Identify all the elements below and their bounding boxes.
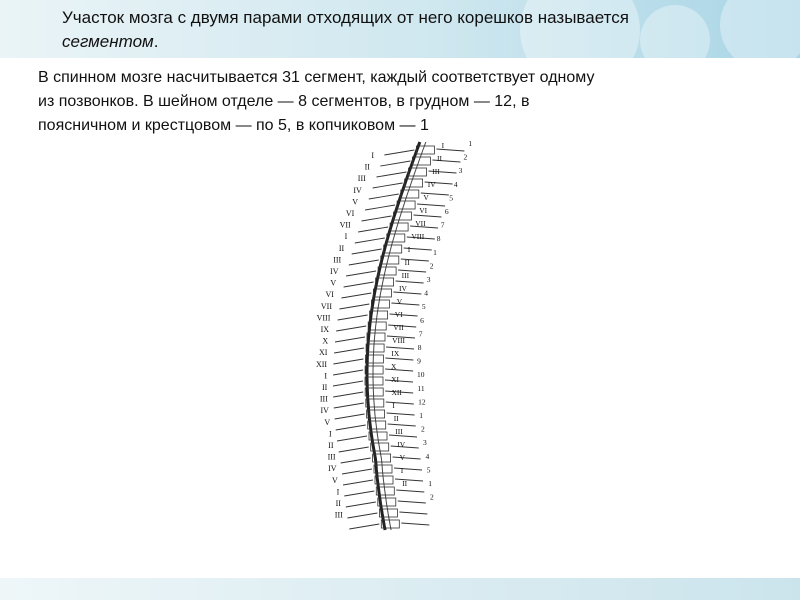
nerve-root-left xyxy=(336,425,366,430)
segment-label-roman: VII xyxy=(415,219,426,228)
segment-number-label: 7 xyxy=(440,220,445,230)
nerve-root-left xyxy=(346,502,376,507)
nerve-root-left xyxy=(342,469,372,474)
nerve-root-left xyxy=(335,414,365,419)
nerve-root-right xyxy=(396,281,424,283)
nerve-root-left xyxy=(380,161,410,166)
segment-number-label: 5 xyxy=(426,465,431,475)
vertebra-label-left: III xyxy=(333,255,342,265)
nerve-root-right xyxy=(386,402,414,404)
vertebra-label-left: V xyxy=(352,197,358,207)
segment-label-roman: I xyxy=(400,466,404,475)
nerve-root-right xyxy=(394,468,422,470)
segment-label-roman: I xyxy=(407,245,411,254)
nerve-root-left xyxy=(352,249,382,254)
nerve-root-left xyxy=(339,304,369,309)
nerve-root-right xyxy=(386,347,414,349)
nerve-root-left xyxy=(338,315,368,320)
nerve-root-left xyxy=(341,293,371,298)
segment-label-roman: VI xyxy=(394,310,403,319)
segment-number-label: 9 xyxy=(417,356,421,366)
segment-number-label: 3 xyxy=(426,275,431,284)
nerve-root-left xyxy=(355,238,385,243)
segment-label-roman: V xyxy=(399,453,406,462)
spine-segments-figure xyxy=(312,136,488,540)
segment-number-label: 2 xyxy=(463,152,468,162)
bottom-band xyxy=(0,578,800,600)
nerve-root-left xyxy=(344,282,374,287)
segment-label-roman: III xyxy=(401,271,410,280)
nerve-root-right xyxy=(398,501,426,503)
segment-number-label: 1 xyxy=(468,139,473,148)
vertebra-label-left: V xyxy=(324,417,331,427)
segment-number-label: 2 xyxy=(429,261,434,271)
nerve-root-left xyxy=(369,194,399,199)
nerve-root-right xyxy=(414,215,442,217)
spine-diagram xyxy=(312,136,488,540)
segment-number-label: 2 xyxy=(421,424,425,434)
nerve-root-left xyxy=(337,436,367,441)
segment-number-label: 2 xyxy=(430,492,434,502)
segment-label-roman: VIII xyxy=(411,232,425,241)
slide-title xyxy=(62,6,762,54)
vertebra-label-left: XII xyxy=(315,359,328,369)
segment-number-label: 12 xyxy=(418,397,426,407)
nerve-root-right xyxy=(389,435,417,437)
nerve-root-left xyxy=(334,403,364,408)
segment-number-label: 3 xyxy=(423,438,427,448)
nerve-root-left xyxy=(341,458,371,463)
nerve-root-right xyxy=(401,523,429,525)
nerve-root-left xyxy=(344,491,374,496)
nerve-root-left xyxy=(384,150,414,155)
segment-label-roman: VII xyxy=(393,323,404,332)
vertebra-label-left: IX xyxy=(320,325,330,334)
segment-label-roman: X xyxy=(391,362,397,371)
nerve-root-left xyxy=(333,370,363,375)
segment-number-label: 1 xyxy=(433,247,437,257)
body-line: В спинном мозге насчитывается 31 сегмент, каждый соответствует одному xyxy=(38,69,595,86)
nerve-root-left xyxy=(358,227,388,232)
segment-label-roman: I xyxy=(392,401,395,410)
vertebra-label-left: XI xyxy=(318,348,328,358)
segment-label-roman: IV xyxy=(427,180,436,189)
nerve-root-left xyxy=(334,348,364,353)
nerve-root-left xyxy=(377,172,407,177)
slide-body xyxy=(38,66,768,138)
nerve-root-left xyxy=(339,447,369,452)
nerve-root-left xyxy=(362,216,392,221)
segment-label-roman: VIII xyxy=(392,336,406,345)
nerve-root-left xyxy=(349,524,379,529)
segment-label-roman: II xyxy=(437,154,442,163)
nerve-root-left xyxy=(335,337,365,342)
segment-number-label: 4 xyxy=(424,288,428,298)
title-main: Участок мозга с двумя парами отходящих от него корешков называется xyxy=(62,8,629,27)
vertebra-label-left: III xyxy=(334,510,343,520)
nerve-root-right xyxy=(393,457,421,459)
vertebra-label-left: I xyxy=(344,232,348,242)
vertebra-label-left: II xyxy=(335,499,341,508)
segment-number-label: 1 xyxy=(419,411,424,420)
title-emphasis: сегментом xyxy=(62,32,154,51)
segment-number-label: 1 xyxy=(428,479,432,488)
nerve-root-right xyxy=(391,303,419,305)
vertebra-label-left: VI xyxy=(325,290,334,300)
vertebra-label-left: VII xyxy=(320,301,332,311)
vertebra-label-left: V xyxy=(330,278,337,288)
nerve-root-right xyxy=(387,413,415,415)
vertebra-label-left: II xyxy=(321,383,328,392)
nerve-root-right xyxy=(385,369,413,371)
segment-label-roman: I xyxy=(441,141,445,150)
nerve-root-right xyxy=(385,358,413,360)
vertebra-label-left: II xyxy=(338,243,345,253)
segment-number-label: 7 xyxy=(418,329,423,339)
segment-number-label: 10 xyxy=(417,370,425,380)
vertebra-label-left: IV xyxy=(353,185,362,195)
nerve-root-right xyxy=(396,490,424,492)
vertebra-label-left: II xyxy=(328,441,334,450)
vertebra-label-left: IV xyxy=(330,267,339,276)
nerve-root-left xyxy=(333,392,363,397)
segment-number-label: 8 xyxy=(417,343,422,352)
vertebra-label-left: I xyxy=(336,487,340,497)
nerve-root-left xyxy=(333,359,363,364)
segment-label-roman: IV xyxy=(397,440,406,449)
segment-label-roman: VI xyxy=(419,206,428,215)
nerve-root-right xyxy=(436,149,464,151)
segment-label-roman: IV xyxy=(399,284,407,293)
vertebra-label-left: I xyxy=(329,429,332,439)
nerve-root-right xyxy=(393,292,421,294)
segment-number-label: 6 xyxy=(444,207,449,216)
segment-label-roman: XI xyxy=(391,375,400,384)
segment-label-roman: II xyxy=(402,479,408,488)
vertebra-label-left: I xyxy=(371,151,374,160)
segment-label-roman: II xyxy=(404,258,410,267)
vertebra-label-left: V xyxy=(332,475,338,485)
body-line: поясничном и крестцовом — по 5, в копчиковом — 1 xyxy=(38,117,429,134)
vertebra-label-left: IV xyxy=(328,464,337,474)
segment-number-label: 4 xyxy=(453,179,458,189)
vertebra-label-left: II xyxy=(364,162,370,172)
segment-label-roman: III xyxy=(432,167,440,176)
vertebra-label-left: I xyxy=(324,371,327,381)
title-end: . xyxy=(153,32,159,51)
nerve-root-left xyxy=(333,381,363,386)
segment-label-roman: III xyxy=(395,427,403,436)
segment-label-roman: V xyxy=(423,193,429,202)
segment-label-roman: XII xyxy=(391,388,402,397)
segment-number-label: 8 xyxy=(436,234,441,244)
vertebra-label-left: III xyxy=(319,394,328,404)
nerve-root-left xyxy=(365,205,395,210)
segment-number-label: 6 xyxy=(420,315,424,325)
vertebra-label-left: X xyxy=(322,336,329,346)
vertebra-label-left: VI xyxy=(345,209,355,218)
nerve-root-right xyxy=(388,424,416,426)
segment-number-label: 5 xyxy=(421,302,426,312)
nerve-root-right xyxy=(395,479,423,481)
vertebra-label-left: VIII xyxy=(316,313,331,323)
nerve-root-left xyxy=(347,513,377,518)
vertebra-label-left: III xyxy=(357,174,366,184)
segment-label-roman: V xyxy=(396,297,403,306)
segment-label-roman: II xyxy=(393,414,399,423)
nerve-root-left xyxy=(349,260,379,265)
vertebra-label-left: VII xyxy=(339,220,351,230)
vertebra-label-left: IV xyxy=(320,406,329,416)
segment-number-label: 11 xyxy=(417,383,425,393)
vertebra-label-left: III xyxy=(327,452,336,462)
body-line: из позвонков. В шейном отделе — 8 сегментов, в грудном — 12, в xyxy=(38,93,530,110)
nerve-root-left xyxy=(346,271,376,276)
segment-label-roman: IX xyxy=(391,349,400,358)
segment-number-label: 3 xyxy=(458,166,463,176)
nerve-root-right xyxy=(390,314,418,316)
nerve-root-left xyxy=(373,183,403,188)
nerve-root-right xyxy=(399,512,427,514)
nerve-root-left xyxy=(343,480,373,485)
segment-number-label: 5 xyxy=(449,193,454,203)
segment-number-label: 4 xyxy=(425,451,430,461)
nerve-root-left xyxy=(336,326,366,331)
